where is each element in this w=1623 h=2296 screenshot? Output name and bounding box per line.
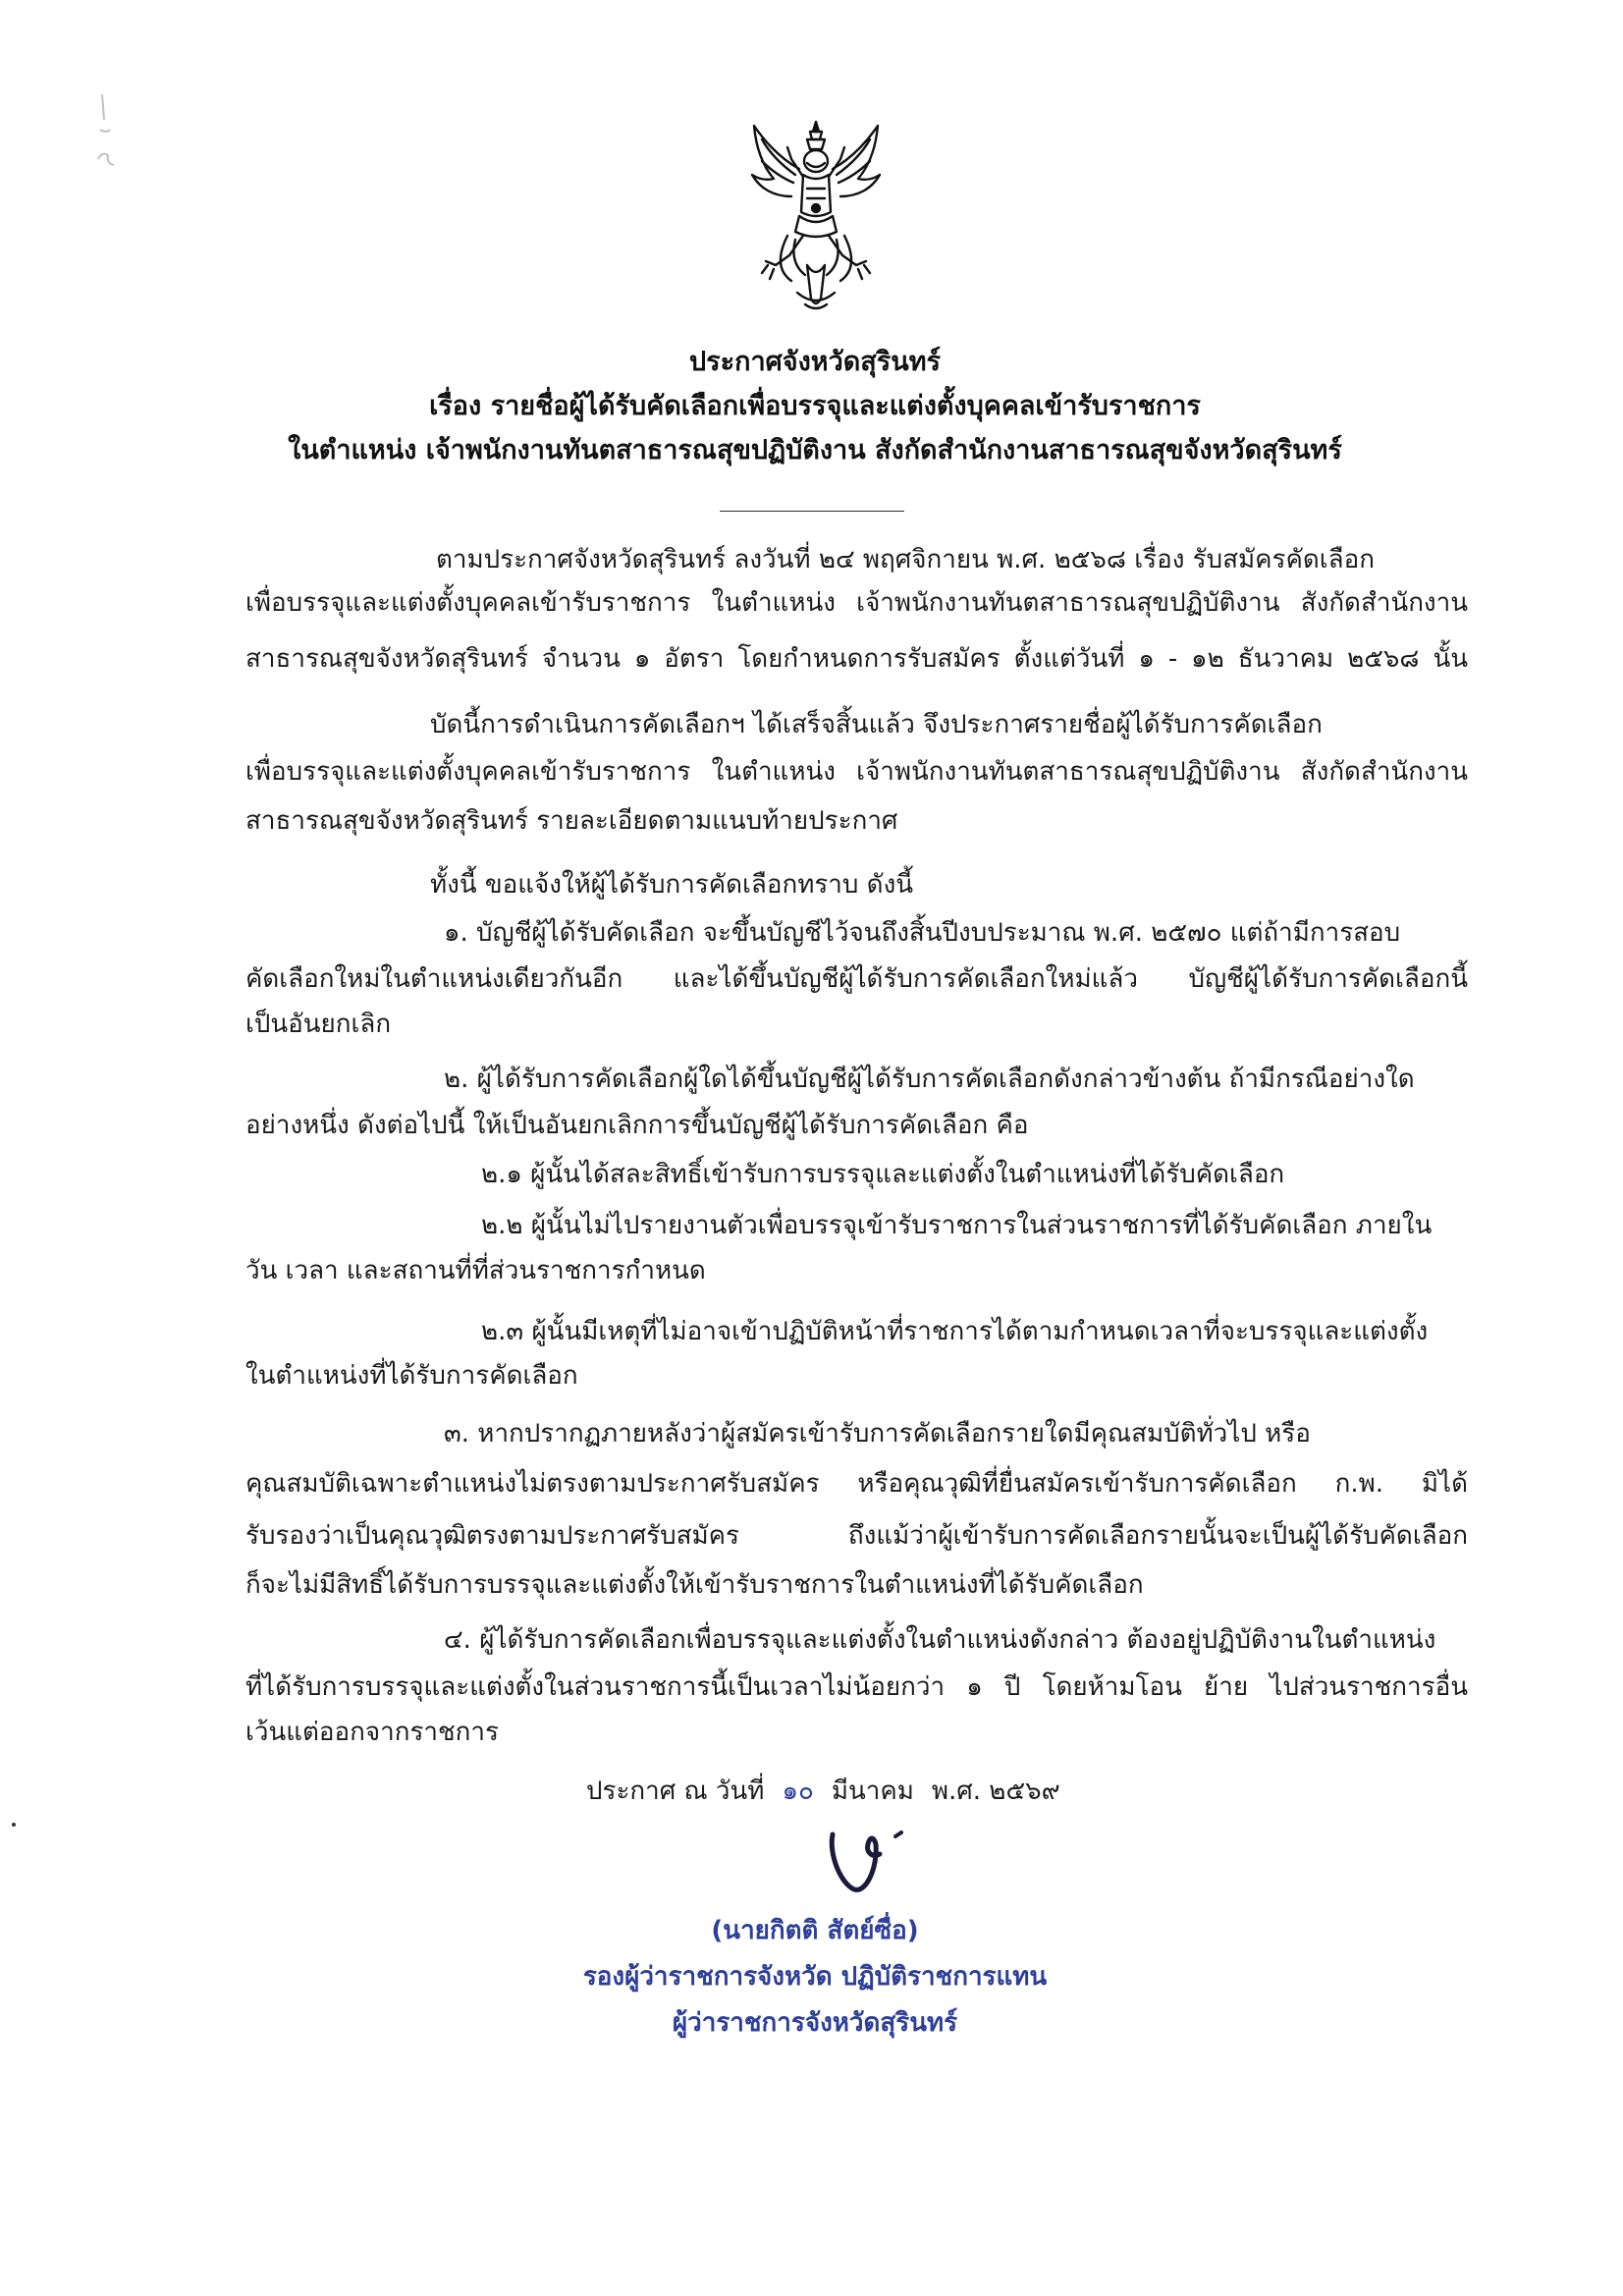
item-2-3-line-2: ในตำแหน่งที่ได้รับการคัดเลือก [245, 1361, 578, 1391]
scan-artifact [90, 90, 126, 198]
item-4-line-2: ที่ได้รับการบรรจุและแต่งตั้งในส่วนราชการนี้เป็นเวลาไม่น้อยกว่า ๑ ปี โดยห้ามโอน ย้าย ไปส่วนราชการอื่น [245, 1672, 1468, 1702]
item-2-1-line-1: ๒.๑ ผู้นั้นได้สละสิทธิ์เข้ารับการบรรจุและแต่งตั้งในตำแหน่งที่ได้รับคัดเลือก [481, 1160, 1285, 1189]
item-3-line-1: ๓. หากปรากฏภายหลังว่าผู้สมัครเข้ารับการคัดเลือกรายใดมีคุณสมบัติทั่วไป หรือ [444, 1419, 1311, 1449]
date-prefix: ประกาศ ณ วันที่ [586, 1777, 765, 1806]
handwritten-signature [823, 1825, 921, 1903]
signer-block [550, 1908, 1080, 2047]
header-divider [720, 511, 904, 512]
announcement-date [586, 1774, 1060, 1809]
scan-speck [12, 1823, 16, 1827]
item-4-line-3: เว้นแต่ออกจากราชการ [245, 1718, 499, 1747]
paragraph-1-line-3: สาธารณสุขจังหวัดสุรินทร์ จำนวน ๑ อัตรา โดยกำหนดการรับสมัคร ตั้งแต่วันที่ ๑ - ๑๒ ธันวาคม ๒๕๖๘ นั้น [245, 644, 1468, 674]
paragraph-2-line-1: บัดนี้การดำเนินการคัดเลือกฯ ได้เสร็จสิ้นแล้ว จึงประกาศรายชื่อผู้ได้รับการคัดเลือก [430, 710, 1323, 739]
paragraph-1-line-2: เพื่อบรรจุและแต่งตั้งบุคคลเข้ารับราชการ ในตำแหน่ง เจ้าพนักงานทันตสาธารณสุขปฏิบัติงาน สังกัดสำนักงาน [245, 588, 1468, 618]
item-2-line-1: ๒. ผู้ได้รับการคัดเลือกผู้ใดได้ขึ้นบัญชีผู้ได้รับการคัดเลือกดังกล่าวข้างต้น ถ้ามีกรณีอย่างใด [444, 1065, 1415, 1094]
date-year: พ.ศ. ๒๕๖๙ [931, 1777, 1060, 1806]
item-1-line-2: คัดเลือกใหม่ในตำแหน่งเดียวกันอีก และได้ขึ้นบัญชีผู้ได้รับการคัดเลือกใหม่แล้ว บัญชีผู้ได้รับการคัดเลือกนี้ [245, 964, 1468, 994]
date-month: มีนาคม [831, 1777, 914, 1806]
paragraph-2-line-2: เพื่อบรรจุและแต่งตั้งบุคคลเข้ารับราชการ ในตำแหน่ง เจ้าพนักงานทันตสาธารณสุขปฏิบัติงาน สังกัดสำนักงาน [245, 757, 1468, 787]
signer-position-2: ผู้ว่าราชการจังหวัดสุรินทร์ [672, 2008, 958, 2038]
item-3-line-3: รับรองว่าเป็นคุณวุฒิตรงตามประกาศรับสมัคร ถึงแม้ว่าผู้เข้ารับการคัดเลือกรายนั้นจะเป็นผู้ได้รับคัดเลือก [245, 1521, 1468, 1551]
paragraph-2-line-3: สาธารณสุขจังหวัดสุรินทร์ รายละเอียดตามแนบท้ายประกาศ [245, 806, 898, 836]
item-2-2-line-1: ๒.๒ ผู้นั้นไม่ไปรายงานตัวเพื่อบรรจุเข้ารับราชการในส่วนราชการที่ได้รับคัดเลือก ภายใน [481, 1211, 1433, 1240]
announcement-subject: เรื่อง รายชื่อผู้ได้รับคัดเลือกเพื่อบรรจุและแต่งตั้งบุคคลเข้ารับราชการ [429, 391, 1201, 421]
item-3-line-4: ก็จะไม่มีสิทธิ์ได้รับการบรรจุและแต่งตั้งให้เข้ารับราชการในตำแหน่งที่ได้รับคัดเลือก [245, 1570, 1144, 1600]
item-2-2-line-2: วัน เวลา และสถานที่ที่ส่วนราชการกำหนด [245, 1256, 706, 1285]
paragraph-3-line-1: ทั้งนี้ ขอแจ้งให้ผู้ได้รับการคัดเลือกทราบ ดังนี้ [430, 870, 914, 900]
date-day: ๑๐ [782, 1777, 814, 1806]
item-2-3-line-1: ๒.๓ ผู้นั้นมีเหตุที่ไม่อาจเข้าปฏิบัติหน้าที่ราชการได้ตามกำหนดเวลาที่จะบรรจุและแต่งตั้ง [481, 1317, 1429, 1346]
item-3-line-2: คุณสมบัติเฉพาะตำแหน่งไม่ตรงตามประกาศรับสมัคร หรือคุณวุฒิที่ยื่นสมัครเข้ารับการคัดเลือก ก.พ. มิได้ [245, 1469, 1468, 1499]
signer-name: (นายกิตติ สัตย์ซื่อ) [711, 1916, 919, 1945]
item-1-line-1: ๑. บัญชีผู้ได้รับคัดเลือก จะขึ้นบัญชีไว้จนถึงสิ้นปีงบประมาณ พ.ศ. ๒๕๗๐ แต่ถ้ามีการสอบ [444, 918, 1401, 948]
item-4-line-1: ๔. ผู้ได้รับการคัดเลือกเพื่อบรรจุและแต่งตั้งในตำแหน่งดังกล่าว ต้องอยู่ปฏิบัติงานในตำแหน่ง [444, 1625, 1436, 1655]
signer-position-1: รองผู้ว่าราชการจังหวัด ปฏิบัติราชการแทน [582, 1962, 1048, 1992]
item-1-line-3: เป็นอันยกเลิก [245, 1010, 392, 1039]
paragraph-1-line-1: ตามประกาศจังหวัดสุรินทร์ ลงวันที่ ๒๔ พฤศจิกายน พ.ศ. ๒๕๖๘ เรื่อง รับสมัครคัดเลือก [436, 545, 1375, 574]
announcement-issuer: ประกาศจังหวัดสุรินทร์ [688, 347, 942, 377]
item-2-line-2: อย่างหนึ่ง ดังต่อไปนี้ ให้เป็นอันยกเลิกการขึ้นบัญชีผู้ได้รับการคัดเลือก คือ [245, 1111, 1029, 1140]
garuda-emblem-icon [748, 118, 884, 314]
announcement-header [245, 340, 1384, 472]
announcement-position: ในตำแหน่ง เจ้าพนักงานทันตสาธารณสุขปฏิบัติงาน สังกัดสำนักงานสาธารณสุขจังหวัดสุรินทร์ [288, 435, 1342, 465]
